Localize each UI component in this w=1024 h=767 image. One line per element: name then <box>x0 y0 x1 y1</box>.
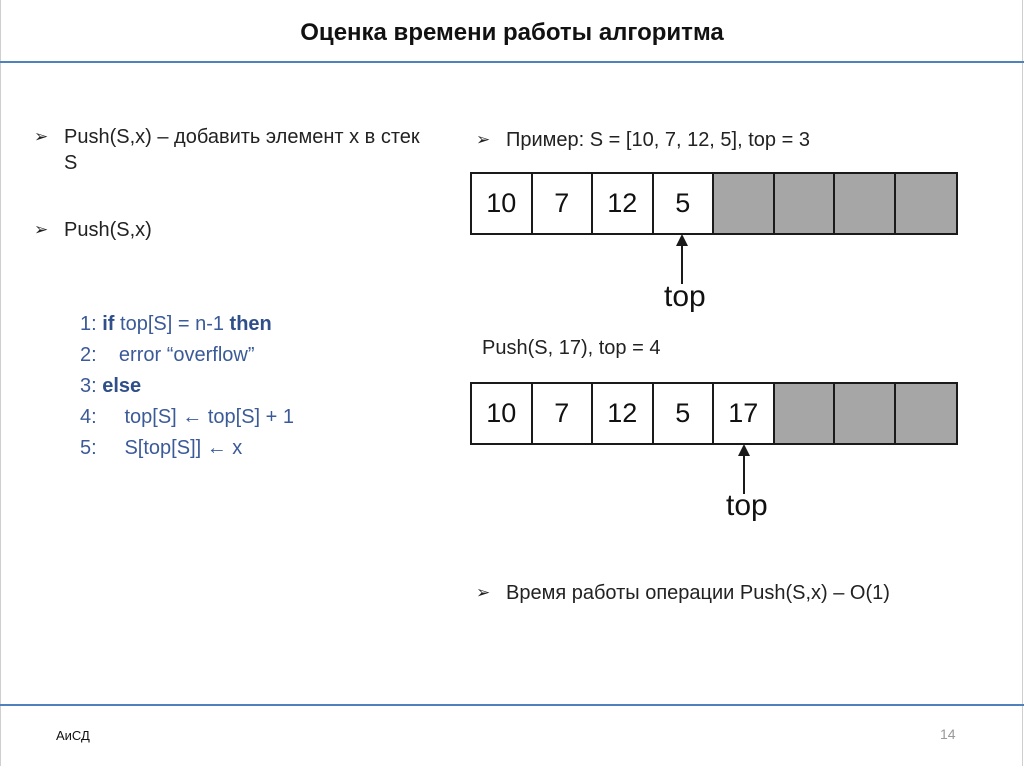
array1-cell-7 <box>896 174 956 233</box>
array2-cell-1: 7 <box>533 384 594 443</box>
array2-cell-7 <box>896 384 956 443</box>
array1-cell-2: 12 <box>593 174 654 233</box>
code-line-4: 4: top[S] ← top[S] + 1 <box>80 406 295 428</box>
page-number: 14 <box>940 726 956 742</box>
array2-cell-3: 5 <box>654 384 715 443</box>
code-line-3: 3: else <box>80 375 142 397</box>
top-pointer-arrowhead-1 <box>676 234 688 246</box>
arrow-bullet-icon: ➢ <box>34 127 49 146</box>
array2-cell-6 <box>835 384 896 443</box>
array1-cell-3: 5 <box>654 174 715 233</box>
array2-cell-2: 12 <box>593 384 654 443</box>
stack-array-before <box>470 172 958 235</box>
bullet-text: Пример: S = [10, 7, 12, 5], top = 3 <box>506 129 810 151</box>
arrow-bullet-icon: ➢ <box>34 220 49 239</box>
bullet-example <box>476 127 996 153</box>
push-caption: Push(S, 17), top = 4 <box>482 337 661 359</box>
bullet-push-definition <box>34 124 434 176</box>
array2-cell-0: 10 <box>472 384 533 443</box>
code-line-1: 1: if top[S] = n-1 then <box>80 313 272 335</box>
bullet-text: Push(S,x) <box>64 219 152 241</box>
bullet-text: Время работы операции Push(S,x) – O(1) <box>506 582 890 604</box>
top-pointer-arrowhead-2 <box>738 444 750 456</box>
top-pointer-line-1 <box>681 244 683 284</box>
footer-divider <box>0 704 1024 706</box>
title-divider <box>0 61 1024 63</box>
bullet-time-complexity <box>476 580 1021 606</box>
bullet-text: Push(S,x) – добавить элемент x в стек S <box>64 126 420 174</box>
code-line-5: 5: S[top[S]] ← x <box>80 437 243 459</box>
pseudocode-block <box>80 309 294 464</box>
arrow-bullet-icon: ➢ <box>476 130 491 149</box>
top-pointer-label-1: top <box>664 280 706 313</box>
slide-title: Оценка времени работы алгоритма <box>300 19 724 46</box>
array1-cell-4 <box>714 174 775 233</box>
code-line-2: 2: error “overflow” <box>80 344 255 366</box>
top-pointer-line-2 <box>743 454 745 494</box>
bullet-push-signature <box>34 217 434 243</box>
arrow-bullet-icon: ➢ <box>476 583 491 602</box>
array1-cell-5 <box>775 174 836 233</box>
array1-cell-0: 10 <box>472 174 533 233</box>
array1-cell-1: 7 <box>533 174 594 233</box>
course-label: АиСД <box>56 728 90 743</box>
array2-cell-4: 17 <box>714 384 775 443</box>
top-pointer-label-2: top <box>726 489 768 522</box>
array1-cell-6 <box>835 174 896 233</box>
array2-cell-5 <box>775 384 836 443</box>
stack-array-after <box>470 382 958 445</box>
